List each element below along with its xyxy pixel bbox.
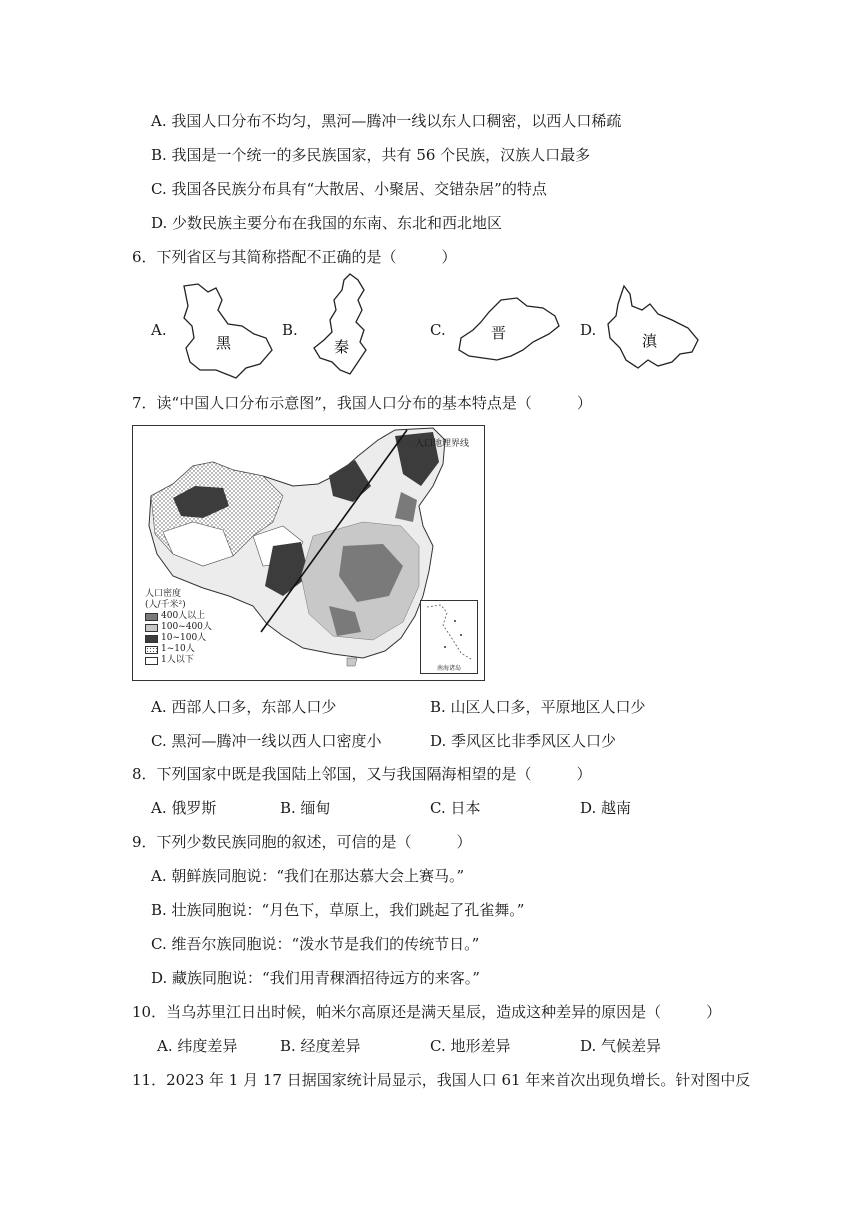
legend-label: 400人以上 — [161, 611, 206, 621]
q10-option-b: B. 经度差异 — [280, 1037, 361, 1055]
q10-stem: 10．当乌苏里江日出时候，帕米尔高原还是满天星辰，造成这种差异的原因是（ ） — [132, 1003, 722, 1021]
q8-stem: 8．下列国家中既是我国陆上邻国，又与我国隔海相望的是（ ） — [132, 765, 592, 783]
legend-item — [145, 633, 212, 644]
q9-stem: 9．下列少数民族同胞的叙述，可信的是（ ） — [132, 833, 472, 851]
population-map — [132, 425, 485, 681]
shanxi-outline — [453, 294, 565, 364]
q8-option-d: D. 越南 — [580, 799, 632, 817]
q6-option-a-letter: A. — [151, 321, 167, 339]
q10-option-a: A. 纬度差异 — [157, 1037, 238, 1055]
q6-abbr-d: 滇 — [642, 332, 658, 350]
boundary-line-label: 人口地理界线 — [415, 439, 470, 449]
q8-option-b: B. 缅甸 — [280, 799, 331, 817]
q6-option-c-letter: C. — [430, 321, 446, 339]
q9-option-c: C. 维吾尔族同胞说：“泼水节是我们的传统节日。” — [151, 935, 480, 953]
legend-swatch — [145, 657, 158, 665]
q11-stem: 11．2023 年 1 月 17 日据国家统计局显示，我国人口 61 年来首次出现负增长。针对图中反 — [132, 1071, 751, 1089]
shaanxi-outline — [306, 270, 376, 380]
legend-swatch — [145, 613, 158, 621]
q9-option-d: D. 藏族同胞说：“我们用青稞酒招待远方的来客。” — [151, 969, 480, 987]
q5-option-c: C. 我国各民族分布具有“大散居、小聚居、交错杂居”的特点 — [151, 180, 547, 198]
q10-option-d: D. 气候差异 — [580, 1037, 662, 1055]
legend-label: 100~400人 — [161, 622, 212, 632]
legend-swatch — [145, 635, 158, 643]
q7-option-c: C. 黑河—腾冲一线以西人口密度小 — [151, 732, 382, 750]
legend-label: 10~100人 — [161, 633, 207, 643]
q6-stem: 6．下列省区与其简称搭配不正确的是（ ） — [132, 248, 457, 266]
q7-option-b: B. 山区人口多，平原地区人口少 — [430, 698, 646, 716]
legend-item — [145, 644, 212, 655]
q7-option-d: D. 季风区比非季风区人口少 — [430, 732, 617, 750]
legend-item — [145, 622, 212, 633]
q6-abbr-b: 秦 — [334, 338, 350, 356]
legend-item — [145, 611, 212, 622]
q8-option-a: A. 俄罗斯 — [151, 799, 217, 817]
q6-abbr-c: 晋 — [491, 324, 507, 342]
legend-swatch — [145, 624, 158, 632]
yunnan-outline — [602, 280, 702, 372]
q8-option-c: C. 日本 — [430, 799, 481, 817]
q5-option-a: A. 我国人口分布不均匀，黑河—腾冲一线以东人口稠密，以西人口稀疏 — [151, 112, 622, 130]
q5-option-b: B. 我国是一个统一的多民族国家，共有 56 个民族，汉族人口最多 — [151, 146, 591, 164]
q6-option-d-letter: D. — [580, 321, 597, 339]
south-china-sea-inset — [420, 600, 478, 674]
heilongjiang-outline — [176, 278, 276, 380]
q7-stem: 7．读“中国人口分布示意图”，我国人口分布的基本特点是（ ） — [132, 394, 592, 412]
legend-swatch — [145, 646, 158, 654]
legend-item — [145, 655, 212, 666]
legend-label: 1人以下 — [161, 655, 194, 665]
q10-option-c: C. 地形差异 — [430, 1037, 511, 1055]
q6-option-b-letter: B. — [282, 321, 298, 339]
q9-option-a: A. 朝鲜族同胞说：“我们在那达慕大会上赛马。” — [151, 867, 465, 885]
legend-label: 1~10人 — [161, 644, 195, 654]
legend-title: 人口密度 — [145, 589, 182, 599]
q9-option-b: B. 壮族同胞说：“月色下，草原上，我们跳起了孔雀舞。” — [151, 901, 525, 919]
legend-unit: (人/千米²) — [145, 600, 186, 610]
q7-option-a: A. 西部人口多，东部人口少 — [151, 698, 337, 716]
inset-label: 南海诸岛 — [436, 665, 461, 672]
q5-option-d: D. 少数民族主要分布在我国的东南、东北和西北地区 — [151, 214, 503, 232]
map-legend — [145, 589, 212, 666]
q6-abbr-a: 黑 — [216, 334, 232, 352]
